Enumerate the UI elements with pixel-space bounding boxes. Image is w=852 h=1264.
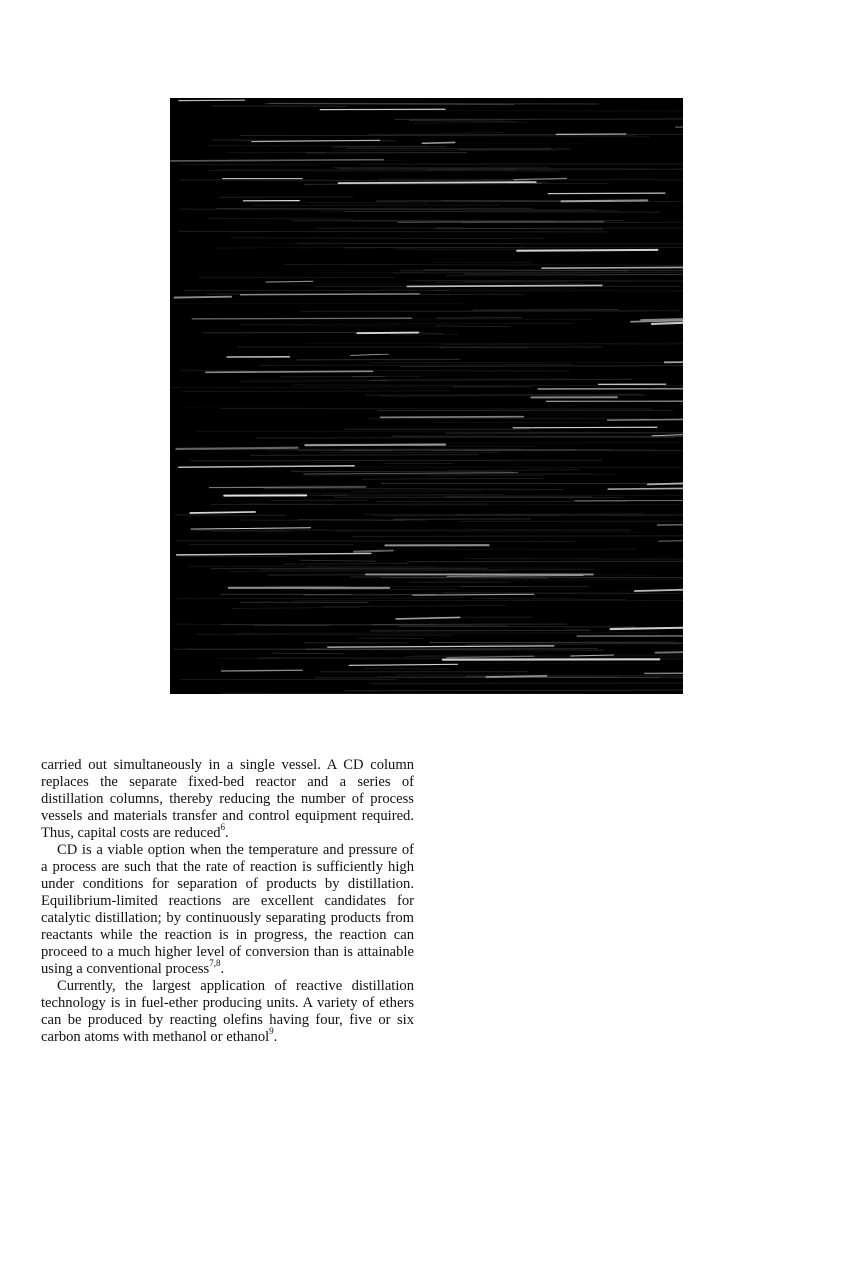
faint-streak — [210, 504, 486, 505]
paragraph-2 — [41, 842, 414, 978]
bright-streak — [339, 182, 536, 183]
faint-streak — [369, 683, 683, 684]
bright-streak — [209, 487, 365, 488]
bright-streak — [659, 541, 683, 542]
bright-streak — [206, 371, 372, 372]
paragraph-1 — [41, 757, 414, 842]
faint-streak — [433, 422, 601, 423]
faint-streak — [389, 334, 459, 335]
bright-streak — [241, 294, 420, 295]
faint-streak — [304, 589, 456, 590]
bright-streak — [422, 142, 454, 143]
paragraph-1-text: carried out simultaneously in a single vessel. A CD column replaces the separate fixed-bed reactor and a series of distillation columns, thereby reducing the number of process vessels and materials transfer and control equipment required. Thus, capital costs are reduced — [41, 757, 414, 841]
bright-streak — [608, 488, 683, 489]
bright-streak — [192, 318, 412, 319]
faint-streak — [319, 211, 619, 212]
citation-7-8: 7,8 — [209, 958, 221, 969]
bright-streak — [608, 419, 683, 420]
faint-streak — [359, 110, 683, 111]
bright-streak — [354, 551, 393, 552]
paragraph-3-end: . — [273, 1029, 278, 1045]
faint-streak — [409, 121, 516, 122]
bright-streak — [486, 676, 546, 677]
faint-streak — [291, 471, 514, 472]
bright-streak — [648, 483, 683, 484]
faint-streak — [427, 169, 518, 170]
faint-streak — [353, 536, 683, 537]
bright-streak — [611, 628, 683, 629]
body-text-column — [41, 757, 414, 1046]
paragraph-2-text: CD is a viable option when the temperature and pressure of a process are such that the rate of reaction is sufficiently high under conditions for separation of products by distillation. Equilibrium-limited reactions are excellent candidates for catalytic distillation; by continuously separating products from reactants while the reaction is in progress, the reaction can proceed to a much higher level of conversion than is attainable using a conventional process — [41, 842, 414, 977]
citation-6: 6 — [220, 822, 226, 833]
faint-streak — [363, 668, 449, 669]
figure-image — [170, 98, 683, 694]
figure-streaks-graphic — [170, 98, 683, 694]
bright-streak — [641, 319, 683, 320]
paragraph-3 — [41, 978, 414, 1046]
bright-streak — [381, 417, 524, 418]
faint-streak — [473, 310, 619, 311]
bright-streak — [517, 250, 657, 251]
bright-streak — [548, 193, 665, 194]
bright-streak — [513, 427, 657, 428]
bright-streak — [176, 448, 297, 449]
paragraph-3-text: Currently, the largest application of reactive distillation technology is in fuel-ether producing units. A variety of ethers can be produced by reacting olefins having four, five or six carbon atoms with methanol or ethanol — [41, 978, 414, 1045]
faint-streak — [306, 202, 427, 203]
bright-streak — [407, 285, 601, 286]
bright-streak — [542, 267, 683, 268]
bright-streak — [222, 670, 303, 671]
paragraph-2-end: . — [220, 961, 225, 977]
bright-streak — [631, 321, 683, 322]
faint-streak — [398, 627, 665, 628]
faint-streak — [170, 387, 506, 388]
bright-streak — [652, 323, 683, 324]
bright-streak — [266, 281, 313, 282]
faint-streak — [351, 577, 683, 578]
paragraph-1-end: . — [225, 825, 229, 841]
faint-streak — [395, 119, 683, 120]
bright-streak — [305, 445, 445, 446]
bright-streak — [561, 200, 647, 201]
bright-streak — [357, 333, 418, 334]
citation-9: 9 — [269, 1026, 274, 1037]
bright-streak — [635, 590, 683, 591]
bright-streak — [174, 297, 231, 298]
bright-streak — [190, 512, 255, 513]
